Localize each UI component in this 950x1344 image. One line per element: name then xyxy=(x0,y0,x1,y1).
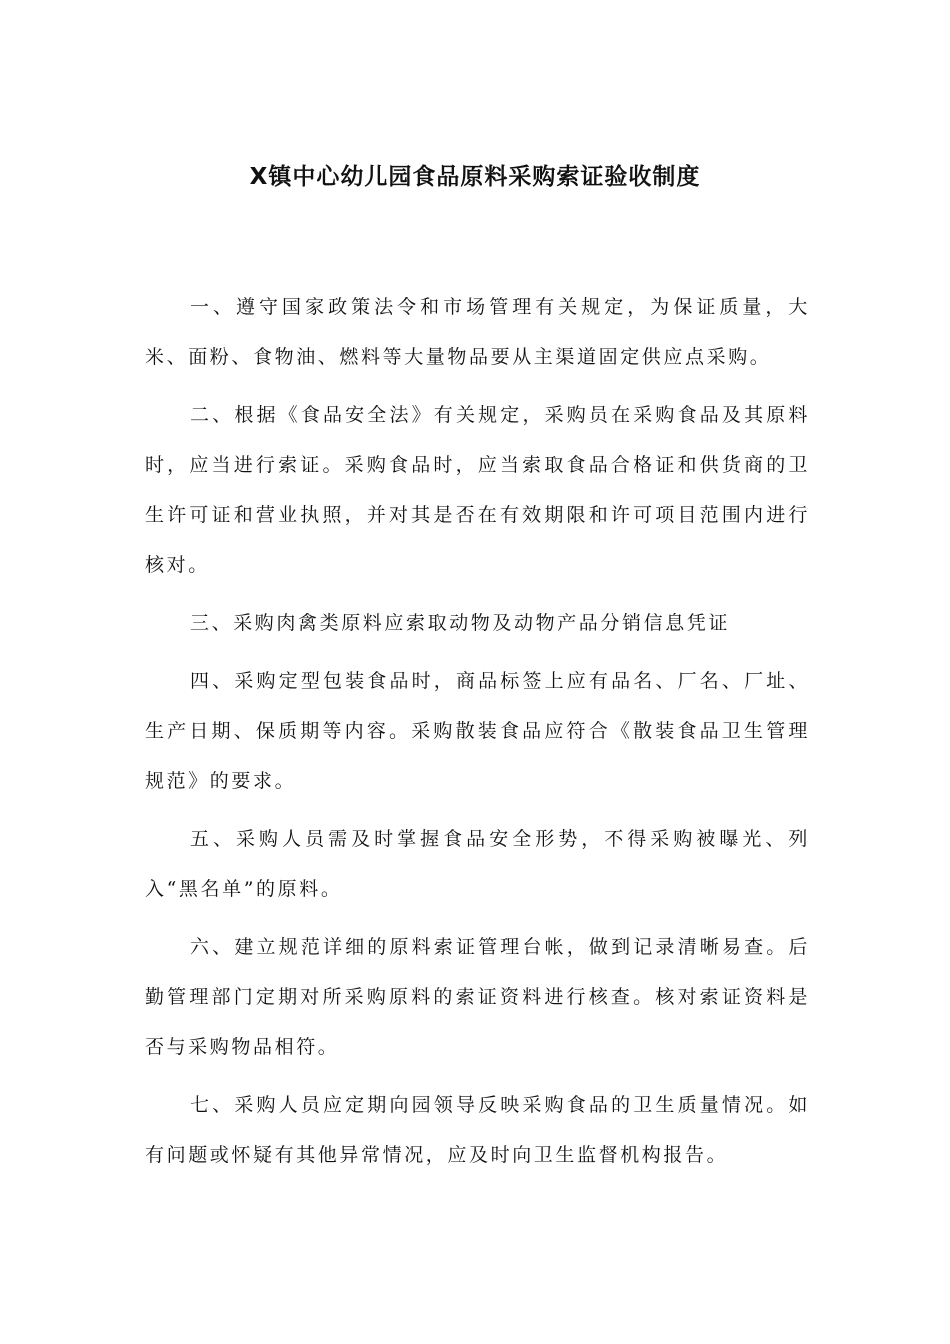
document-body xyxy=(145,282,810,1188)
paragraph-1: 一、遵守国家政策法令和市场管理有关规定，为保证质量，大米、面粉、食物油、燃料等大量物品要从主渠道固定供应点采购。 xyxy=(145,296,810,368)
paragraph-5: 五、采购人员需及时掌握食品安全形势，不得采购被曝光、列入“黑名单”的原料。 xyxy=(145,828,810,900)
paragraph-4: 四、采购定型包装食品时，商品标签上应有品名、厂名、厂址、生产日期、保质期等内容。采购散装食品应符合《散装食品卫生管理规范》的要求。 xyxy=(145,670,810,792)
paragraph-2: 二、根据《食品安全法》有关规定，采购员在采购食品及其原料时，应当进行索证。采购食品时，应当索取食品合格证和供货商的卫生许可证和营业执照，并对其是否在有效期限和许可项目范围内进行核对。 xyxy=(145,404,810,576)
paragraph-7: 七、采购人员应定期向园领导反映采购食品的卫生质量情况。如有问题或怀疑有其他异常情况，应及时向卫生监督机构报告。 xyxy=(145,1094,810,1166)
document-title: X镇中心幼儿园食品原料采购索证验收制度 xyxy=(249,164,701,190)
paragraph-3: 三、采购肉禽类原料应索取动物及动物产品分销信息凭证 xyxy=(190,612,731,634)
paragraph-6: 六、建立规范详细的原料索证管理台帐，做到记录清晰易查。后勤管理部门定期对所采购原料的索证资料进行核查。核对索证资料是否与采购物品相符。 xyxy=(145,936,810,1058)
